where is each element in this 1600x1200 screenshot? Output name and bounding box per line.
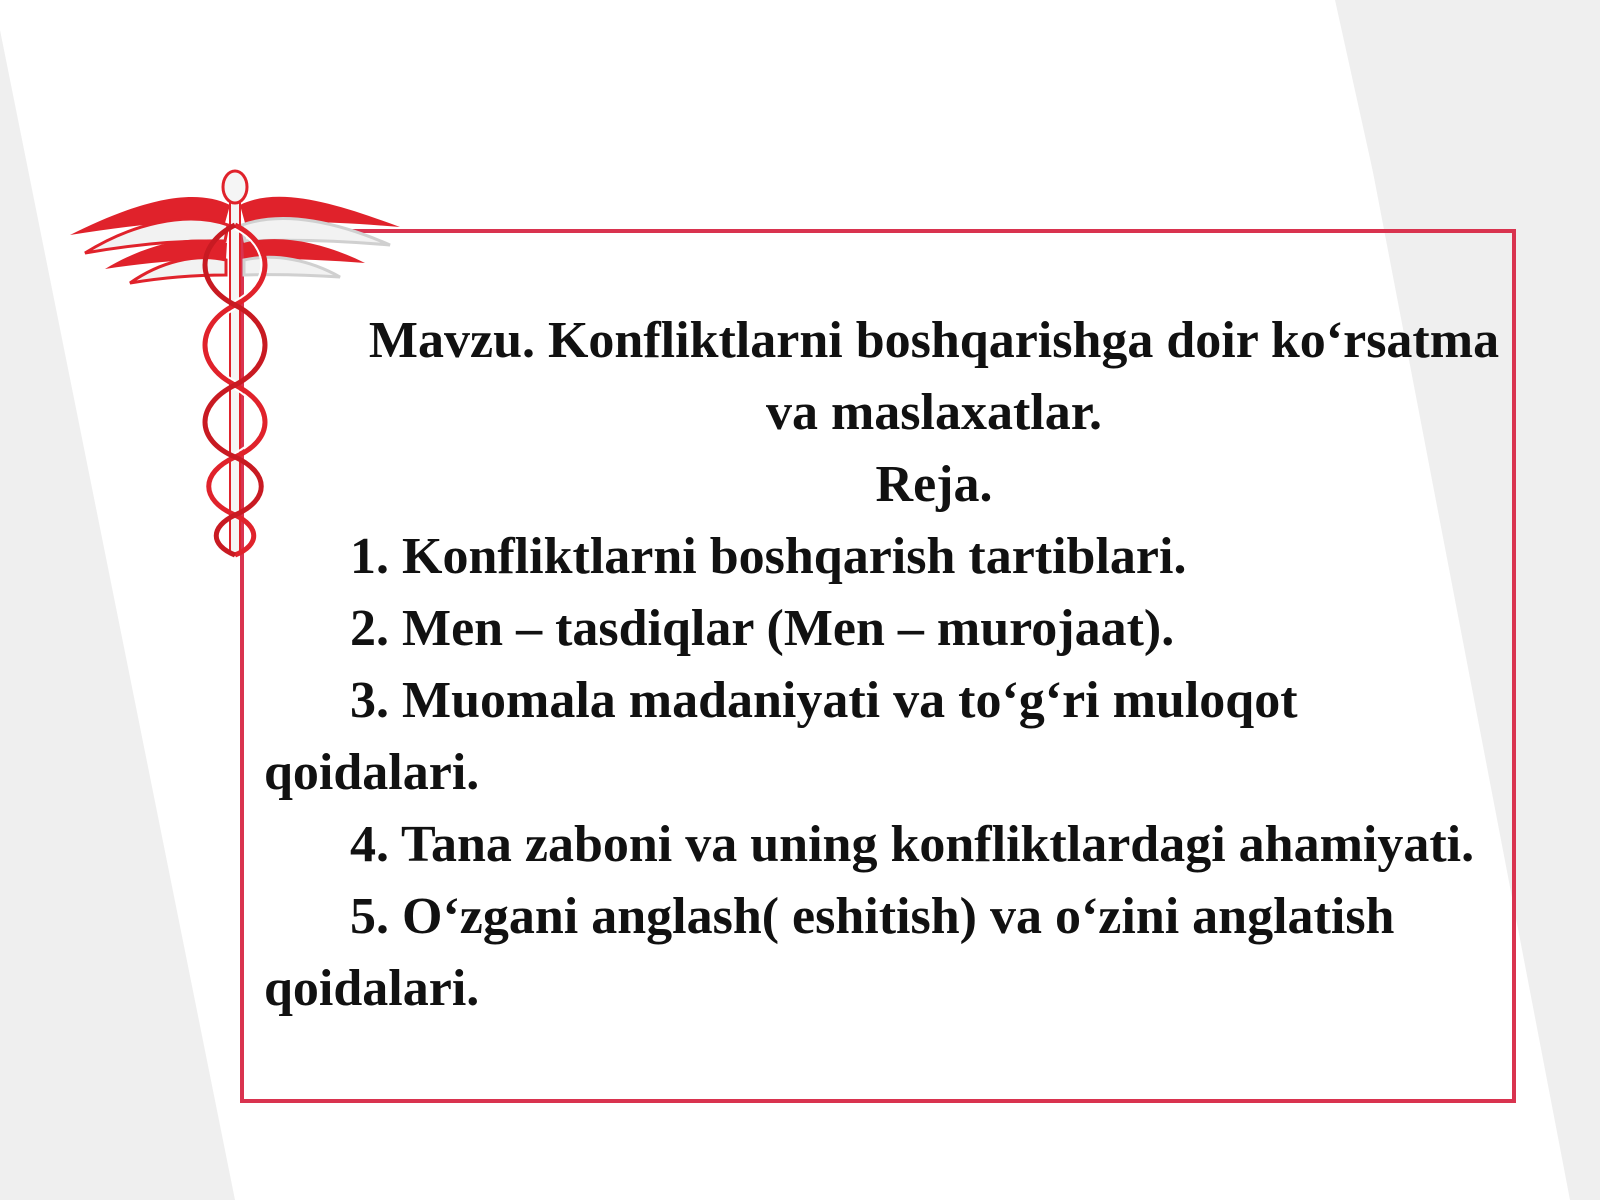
plan-item-3: 3. Muomala madaniyati va to‘g‘ri muloqot qoidalari.	[264, 672, 1298, 801]
staff	[230, 185, 240, 555]
staff-top	[223, 171, 247, 203]
plan-item-2: 2. Men – tasdiqlar (Men – murojaat).	[350, 600, 1175, 657]
plan-item-1: 1. Konfliktlarni boshqarish tartiblari.	[350, 528, 1187, 585]
slide-title: Mavzu. Konfliktlarni boshqarishga doir ko‘rsatma va maslaxatlar.	[368, 312, 1500, 441]
plan-heading: Reja.	[875, 456, 993, 513]
plan-item-5: 5. O‘zgani anglash( eshitish) va o‘zini anglatish qoidalari.	[264, 888, 1395, 1017]
plan-item-4: 4. Tana zaboni va uning konfliktlardagi ahamiyati.	[350, 816, 1475, 873]
slide-content	[264, 305, 1504, 1025]
